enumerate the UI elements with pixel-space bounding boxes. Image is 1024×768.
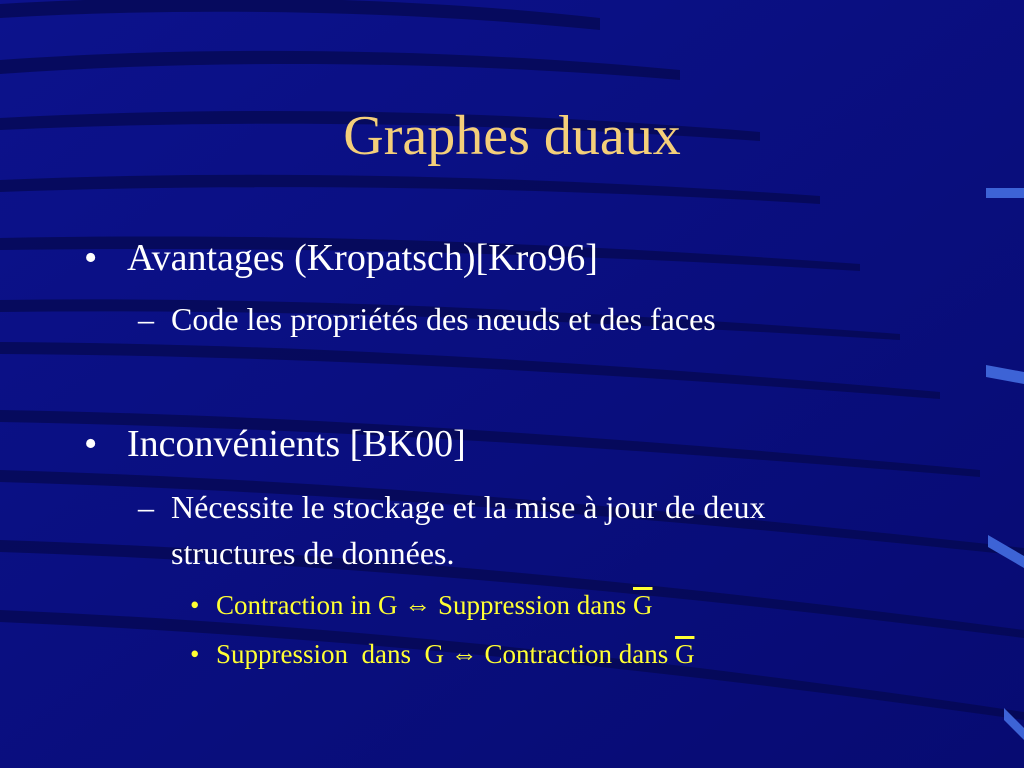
disadvantages-item-line2: structures de données. xyxy=(171,535,455,571)
subitem-suppression-text xyxy=(216,637,694,671)
subitem-suppression-main: Suppression dans G ⇔ Contraction dans xyxy=(216,639,675,669)
disadvantages-item-line1: Nécessite le stockage et la mise à jour de deux xyxy=(171,489,766,525)
g-dual-symbol: $\overline{G}$ xyxy=(632,590,653,620)
slide-title: Graphes duaux xyxy=(343,105,681,167)
g-dual-symbol: $\overline{G}$ xyxy=(674,639,695,669)
bullet-marker: • xyxy=(84,237,98,279)
advantages-heading: Avantages (Kropatsch)[Kro96] xyxy=(127,237,598,279)
bullet-marker: • xyxy=(190,639,200,669)
dash-marker: – xyxy=(138,301,154,337)
subitem-contraction-main: Contraction in G ⇔ Suppression dans xyxy=(216,590,633,620)
advantages-item-text: Code les propriétés des nœuds et des faces xyxy=(171,301,716,337)
disadvantages-heading: Inconvénients [BK00] xyxy=(127,423,466,465)
dash-marker: – xyxy=(138,489,154,525)
bullet-marker: • xyxy=(84,423,98,465)
bullet-marker: • xyxy=(190,590,200,620)
subitem-contraction-text xyxy=(216,588,652,622)
disadvantages-item-continued xyxy=(171,530,454,576)
